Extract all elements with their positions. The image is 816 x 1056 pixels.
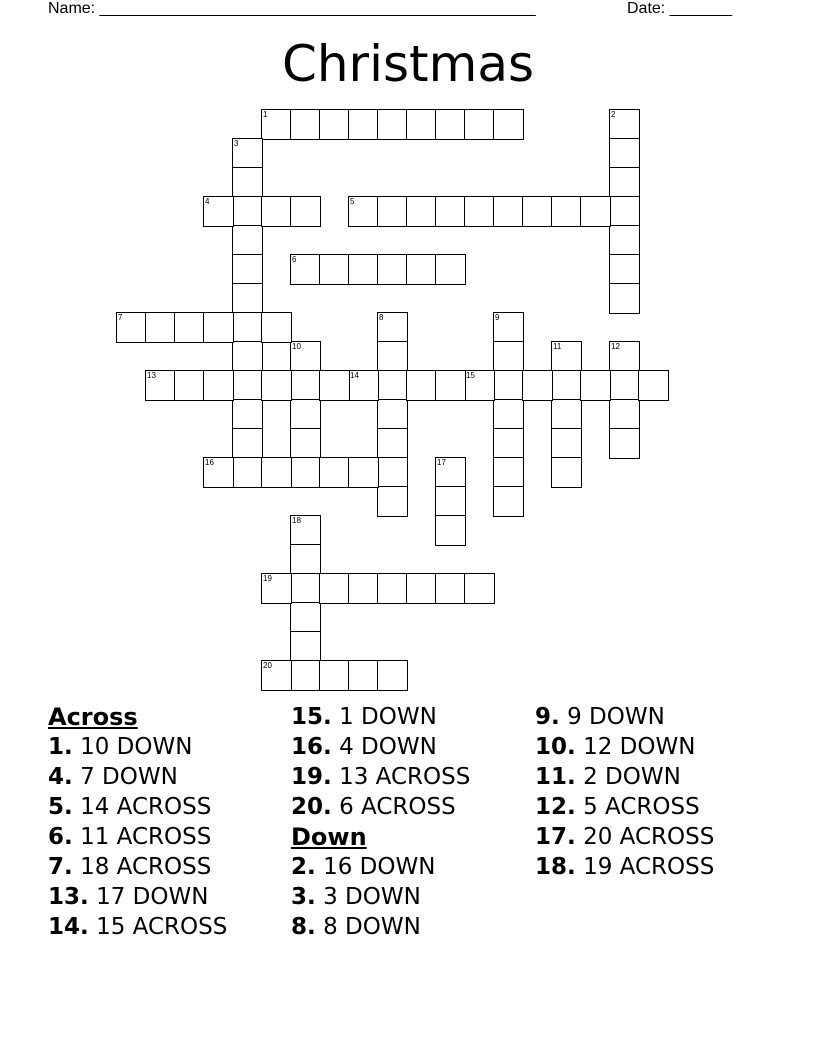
- grid-cell-11[interactable]: [551, 341, 582, 372]
- clue-across-19: 19. 13 ACROSS: [291, 764, 471, 790]
- grid-cell[interactable]: [319, 573, 350, 604]
- grid-cell[interactable]: [261, 457, 292, 488]
- grid-cell-13[interactable]: [145, 370, 176, 401]
- grid-cell[interactable]: [261, 312, 292, 343]
- grid-cell[interactable]: [377, 109, 408, 140]
- grid-cell[interactable]: [261, 370, 292, 401]
- grid-cell[interactable]: [406, 370, 437, 401]
- clue-number: 6: [292, 255, 297, 264]
- grid-cell[interactable]: [232, 196, 263, 227]
- grid-cell[interactable]: [319, 254, 350, 285]
- grid-cell[interactable]: [406, 109, 437, 140]
- grid-cell[interactable]: [406, 254, 437, 285]
- clue-number: 7: [118, 313, 123, 322]
- clue-number: 9: [495, 313, 500, 322]
- grid-cell[interactable]: [493, 196, 524, 227]
- grid-cell[interactable]: [319, 370, 350, 401]
- grid-cell-2[interactable]: [609, 109, 640, 140]
- grid-cell[interactable]: [377, 573, 408, 604]
- grid-cell[interactable]: [377, 254, 408, 285]
- grid-cell[interactable]: [522, 370, 553, 401]
- clue-number: 18: [292, 516, 301, 525]
- grid-cell[interactable]: [638, 370, 669, 401]
- grid-cell[interactable]: [435, 196, 466, 227]
- grid-cell[interactable]: [348, 457, 379, 488]
- grid-cell[interactable]: [232, 428, 263, 459]
- grid-cell[interactable]: [377, 486, 408, 517]
- grid-cell[interactable]: [203, 312, 234, 343]
- grid-cell[interactable]: [493, 457, 524, 488]
- clue-across-6: 6. 11 ACROSS: [48, 824, 212, 850]
- grid-cell-14[interactable]: [348, 370, 379, 401]
- clue-across-15: 15. 1 DOWN: [291, 704, 437, 730]
- grid-cell[interactable]: [522, 196, 553, 227]
- grid-cell[interactable]: [232, 399, 263, 430]
- grid-cell[interactable]: [609, 370, 640, 401]
- grid-cell[interactable]: [290, 109, 321, 140]
- grid-cell-20[interactable]: [261, 660, 292, 691]
- grid-cell[interactable]: [290, 573, 321, 604]
- grid-cell[interactable]: [290, 631, 321, 662]
- grid-cell-15[interactable]: [464, 370, 495, 401]
- puzzle-title: Christmas: [281, 35, 535, 93]
- grid-cell[interactable]: [232, 283, 263, 314]
- grid-cell[interactable]: [609, 225, 640, 256]
- grid-cell[interactable]: [551, 196, 582, 227]
- grid-cell[interactable]: [232, 370, 263, 401]
- date-field[interactable]: Date: _______: [627, 0, 732, 17]
- grid-cell-8[interactable]: [377, 312, 408, 343]
- grid-cell[interactable]: [290, 602, 321, 633]
- grid-cell[interactable]: [493, 370, 524, 401]
- grid-cell[interactable]: [377, 399, 408, 430]
- grid-cell[interactable]: [348, 254, 379, 285]
- grid-cell[interactable]: [232, 254, 263, 285]
- grid-cell[interactable]: [319, 109, 350, 140]
- down-heading: Down: [291, 823, 367, 851]
- grid-cell[interactable]: [551, 428, 582, 459]
- grid-cell[interactable]: [609, 138, 640, 169]
- grid-cell[interactable]: [290, 196, 321, 227]
- clue-number: 1: [263, 110, 268, 119]
- clue-number: 20: [263, 661, 272, 670]
- clue-down-8: 8. 8 DOWN: [291, 914, 421, 940]
- grid-cell[interactable]: [609, 254, 640, 285]
- grid-cell[interactable]: [232, 457, 263, 488]
- grid-cell[interactable]: [319, 660, 350, 691]
- grid-cell-3[interactable]: [232, 138, 263, 169]
- clue-across-7: 7. 18 ACROSS: [48, 854, 212, 880]
- grid-cell[interactable]: [493, 399, 524, 430]
- grid-cell[interactable]: [377, 428, 408, 459]
- grid-cell[interactable]: [377, 457, 408, 488]
- clue-down-17: 17. 20 ACROSS: [535, 824, 715, 850]
- clue-down-10: 10. 12 DOWN: [535, 734, 696, 760]
- grid-cell-6[interactable]: [290, 254, 321, 285]
- clue-number: 4: [205, 197, 210, 206]
- grid-cell-10[interactable]: [290, 341, 321, 372]
- grid-cell[interactable]: [464, 196, 495, 227]
- grid-cell[interactable]: [551, 399, 582, 430]
- grid-cell[interactable]: [232, 312, 263, 343]
- grid-cell[interactable]: [580, 370, 611, 401]
- grid-cell[interactable]: [406, 196, 437, 227]
- clue-down-12: 12. 5 ACROSS: [535, 794, 700, 820]
- clue-number: 15: [466, 371, 475, 380]
- grid-cell[interactable]: [232, 225, 263, 256]
- grid-cell[interactable]: [464, 109, 495, 140]
- grid-cell[interactable]: [232, 341, 263, 372]
- clue-column-2: [291, 702, 531, 942]
- grid-cell-17[interactable]: [435, 457, 466, 488]
- clue-across-16: 16. 4 DOWN: [291, 734, 437, 760]
- clue-across-4: 4. 7 DOWN: [48, 764, 178, 790]
- grid-cell[interactable]: [203, 370, 234, 401]
- clue-number: 11: [553, 342, 562, 351]
- grid-cell-5[interactable]: [348, 196, 379, 227]
- grid-cell[interactable]: [551, 370, 582, 401]
- clue-column-3: [535, 702, 775, 882]
- grid-cell[interactable]: [464, 573, 495, 604]
- grid-cell-7[interactable]: [116, 312, 147, 343]
- clue-number: 5: [350, 197, 355, 206]
- grid-cell[interactable]: [145, 312, 176, 343]
- clue-number: 8: [379, 313, 384, 322]
- grid-cell-16[interactable]: [203, 457, 234, 488]
- grid-cell[interactable]: [580, 196, 611, 227]
- grid-cell[interactable]: [319, 457, 350, 488]
- clue-across-1: 1. 10 DOWN: [48, 734, 193, 760]
- grid-cell[interactable]: [609, 283, 640, 314]
- grid-cell-12[interactable]: [609, 341, 640, 372]
- grid-cell[interactable]: [348, 660, 379, 691]
- clue-number: 13: [147, 371, 156, 380]
- clue-number: 14: [350, 371, 359, 380]
- grid-cell[interactable]: [290, 544, 321, 575]
- grid-cell[interactable]: [609, 167, 640, 198]
- clue-number: 2: [611, 110, 616, 119]
- clue-down-2: 2. 16 DOWN: [291, 854, 436, 880]
- grid-cell[interactable]: [551, 457, 582, 488]
- clue-number: 3: [234, 139, 239, 148]
- grid-cell[interactable]: [377, 341, 408, 372]
- grid-cell[interactable]: [377, 370, 408, 401]
- clue-down-11: 11. 2 DOWN: [535, 764, 681, 790]
- clue-number: 12: [611, 342, 620, 351]
- grid-cell[interactable]: [609, 399, 640, 430]
- grid-cell[interactable]: [290, 428, 321, 459]
- grid-cell-4[interactable]: [203, 196, 234, 227]
- grid-cell[interactable]: [261, 196, 292, 227]
- grid-cell[interactable]: [232, 167, 263, 198]
- name-field[interactable]: Name: _________________________________________________: [48, 0, 536, 17]
- grid-cell[interactable]: [435, 254, 466, 285]
- clue-down-18: 18. 19 ACROSS: [535, 854, 715, 880]
- grid-cell[interactable]: [348, 109, 379, 140]
- grid-cell[interactable]: [377, 660, 408, 691]
- grid-cell[interactable]: [493, 486, 524, 517]
- clue-across-14: 14. 15 ACROSS: [48, 914, 228, 940]
- grid-cell-19[interactable]: [261, 573, 292, 604]
- grid-cell[interactable]: [493, 428, 524, 459]
- clue-column-1: [48, 702, 288, 942]
- clue-number: 19: [263, 574, 272, 583]
- grid-cell[interactable]: [435, 573, 466, 604]
- grid-cell[interactable]: [348, 573, 379, 604]
- grid-cell[interactable]: [435, 515, 466, 546]
- grid-cell-1[interactable]: [261, 109, 292, 140]
- grid-cell[interactable]: [435, 109, 466, 140]
- clue-down-9: 9. 9 DOWN: [535, 704, 665, 730]
- grid-cell[interactable]: [290, 457, 321, 488]
- grid-cell[interactable]: [290, 370, 321, 401]
- grid-cell[interactable]: [435, 486, 466, 517]
- grid-cell[interactable]: [174, 370, 205, 401]
- grid-cell[interactable]: [377, 196, 408, 227]
- clue-across-13: 13. 17 DOWN: [48, 884, 209, 910]
- clue-across-5: 5. 14 ACROSS: [48, 794, 212, 820]
- grid-cell[interactable]: [290, 660, 321, 691]
- grid-cell[interactable]: [609, 428, 640, 459]
- across-heading: Across: [48, 703, 138, 731]
- clue-down-3: 3. 3 DOWN: [291, 884, 421, 910]
- grid-cell[interactable]: [493, 341, 524, 372]
- grid-cell[interactable]: [406, 573, 437, 604]
- grid-cell-18[interactable]: [290, 515, 321, 546]
- grid-cell[interactable]: [609, 196, 640, 227]
- grid-cell-9[interactable]: [493, 312, 524, 343]
- grid-cell[interactable]: [493, 109, 524, 140]
- clue-number: 16: [205, 458, 214, 467]
- grid-cell[interactable]: [174, 312, 205, 343]
- clue-number: 10: [292, 342, 301, 351]
- grid-cell[interactable]: [435, 370, 466, 401]
- clue-across-20: 20. 6 ACROSS: [291, 794, 456, 820]
- grid-cell[interactable]: [290, 399, 321, 430]
- clue-number: 17: [437, 458, 446, 467]
